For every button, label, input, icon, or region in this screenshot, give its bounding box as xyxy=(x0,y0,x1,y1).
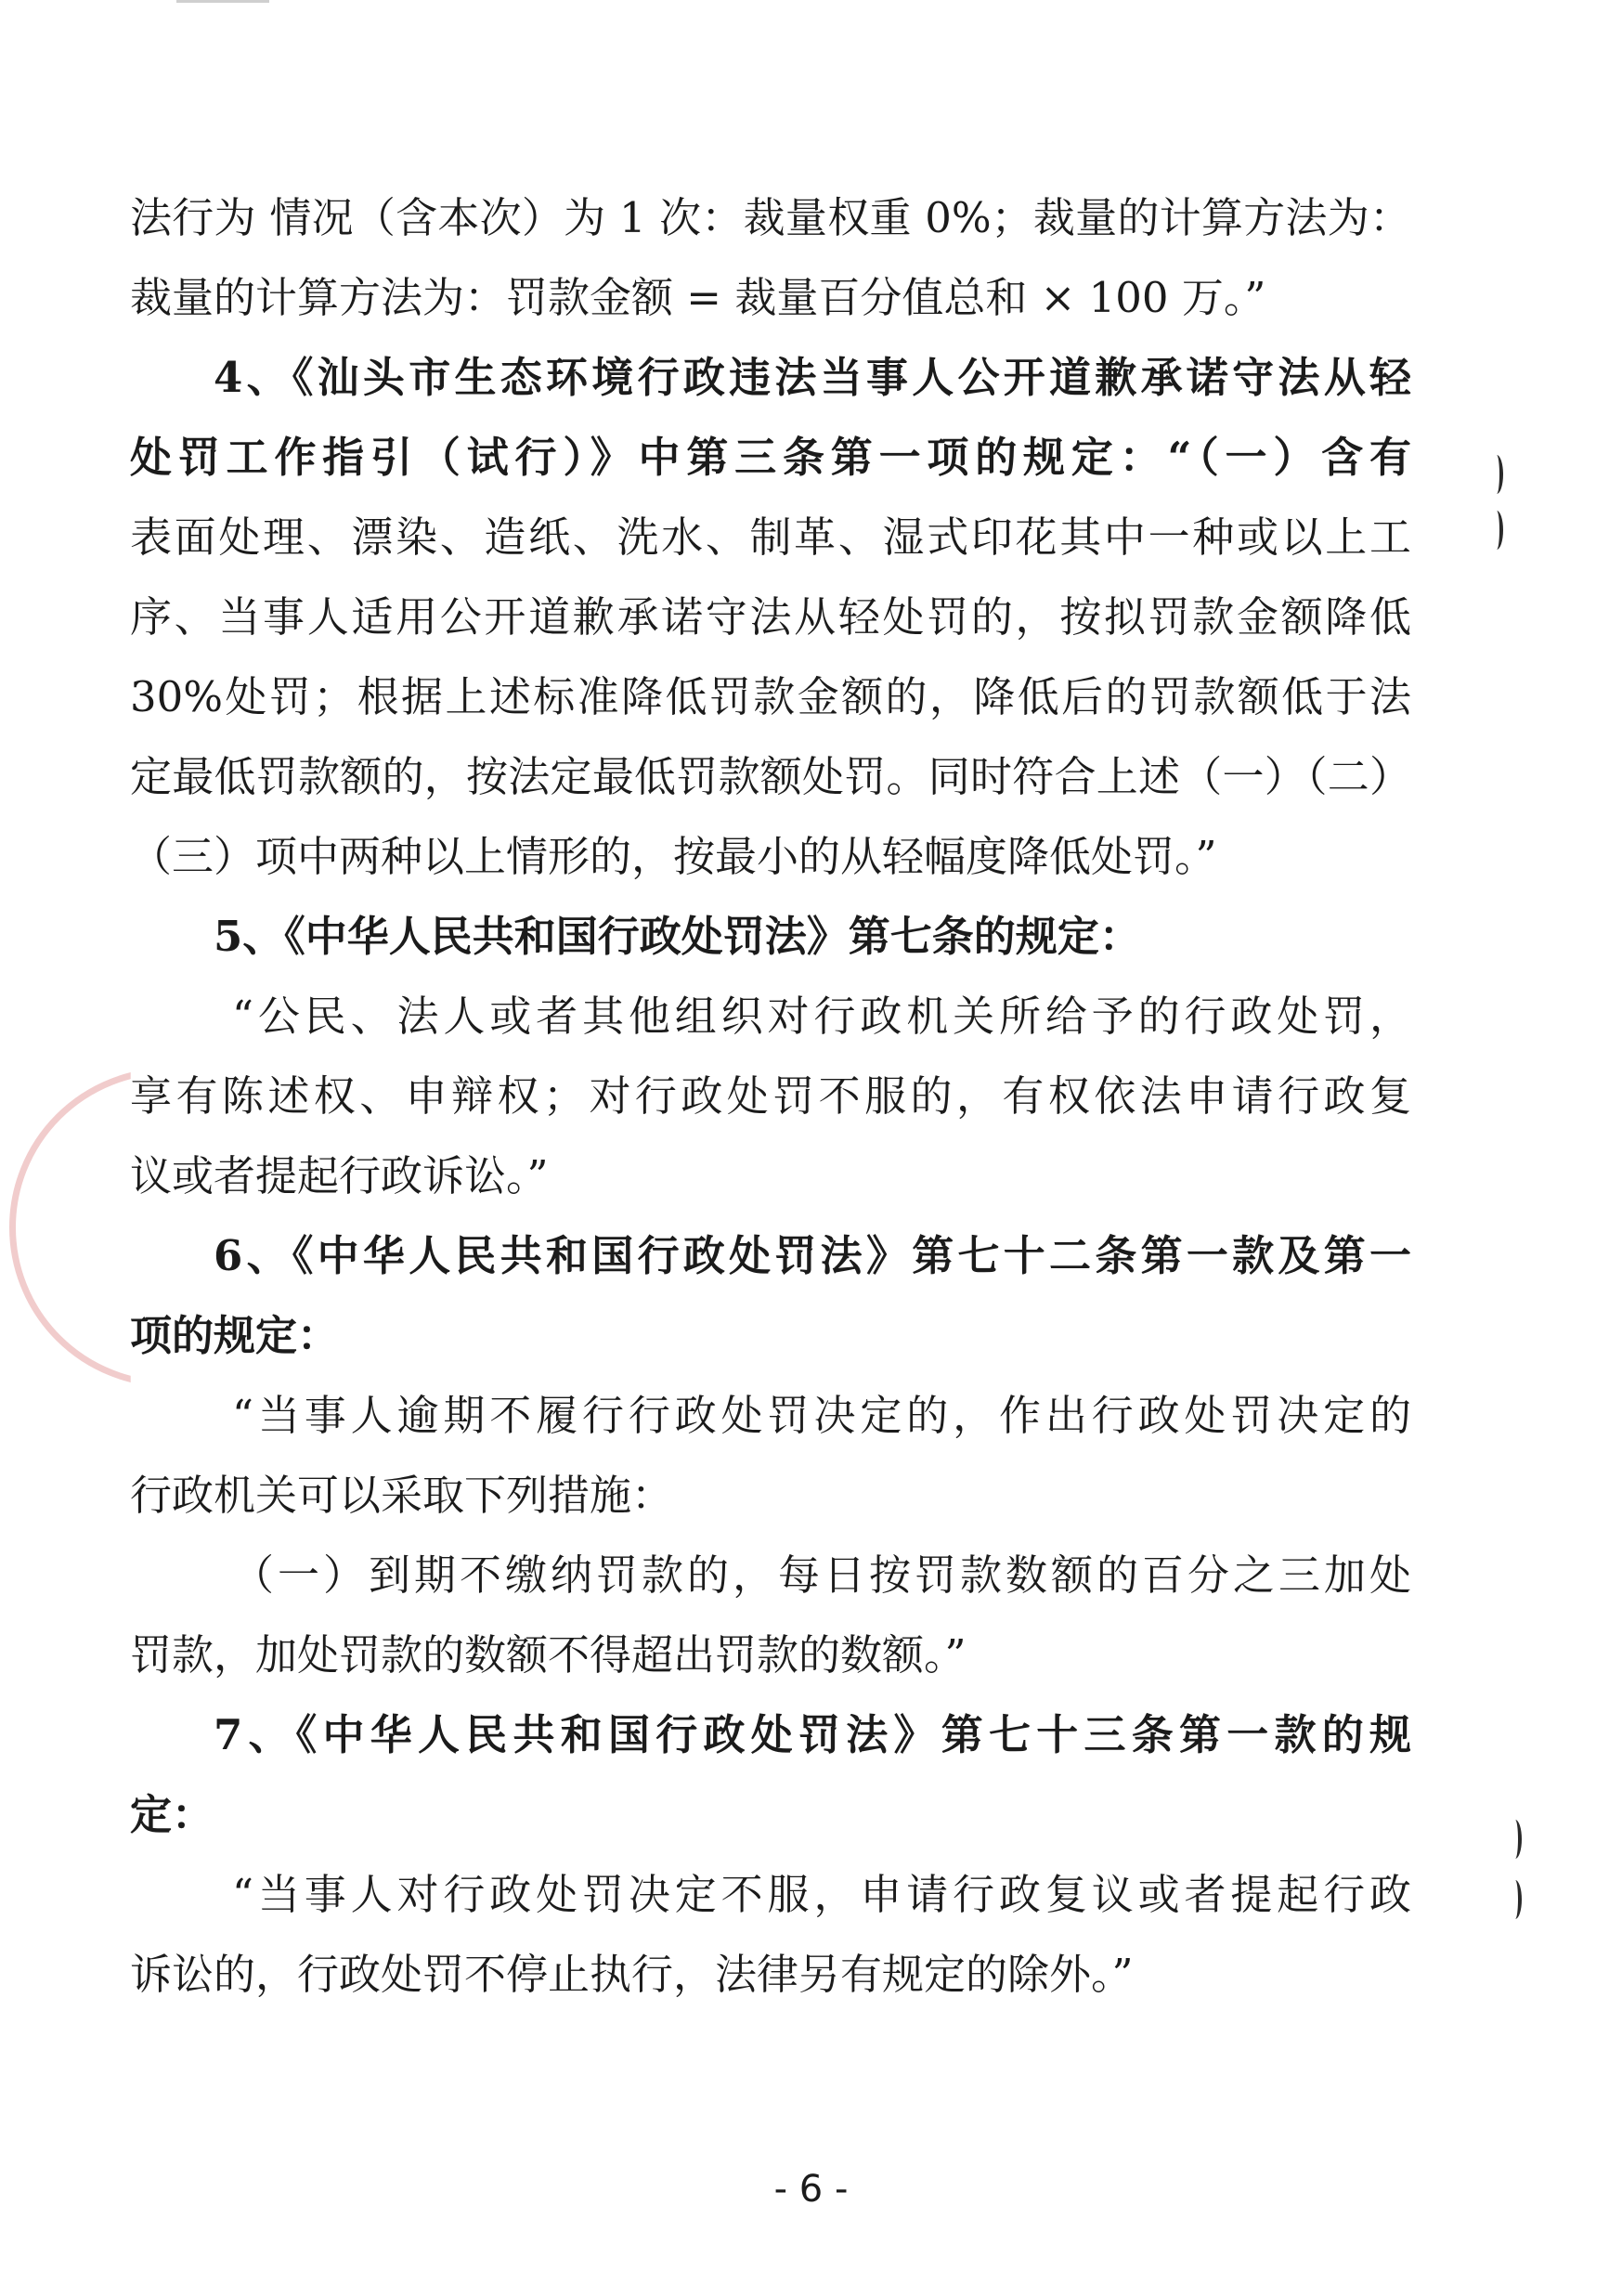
text-line: 处罚工作指引（试行）》中第三条第一项的规定：“（一）含有 xyxy=(130,433,1411,482)
text-line: 法行为 情况（含本次）为 1 次：裁量权重 0%；裁量的计算方法为： xyxy=(130,193,1411,242)
text-line: “公民、法人或者其他组织对行政机关所给予的行政处罚， xyxy=(232,992,1411,1041)
text-line: 行政机关可以采取下列措施： xyxy=(130,1471,674,1520)
text-line: 项的规定： xyxy=(130,1311,340,1360)
law-citation-4: 4、《汕头市生态环境行政违法当事人公开道歉承诺守法从轻 xyxy=(214,353,1411,402)
text-line: 定最低罚款额的，按法定最低罚款额处罚。同时符合上述（一）（二） xyxy=(130,752,1411,801)
text-line: “当事人逾期不履行行政处罚决定的，作出行政处罚决定的 xyxy=(232,1391,1411,1440)
binding-mark-icon xyxy=(1490,455,1503,494)
text-line: “当事人对行政处罚决定不服，申请行政复议或者提起行政 xyxy=(232,1870,1411,1919)
text-line: 30%处罚；根据上述标准降低罚款金额的，降低后的罚款额低于法 xyxy=(130,672,1411,721)
page-number: - 6 - xyxy=(773,2168,849,2211)
binding-mark-icon xyxy=(1509,1820,1522,1859)
text-line: 序、当事人适用公开道歉承诺守法从轻处罚的，按拟罚款金额降低 xyxy=(130,592,1411,642)
binding-mark-icon xyxy=(1509,1880,1522,1919)
text-line: 罚款，加处罚款的数额不得超出罚款的数额。” xyxy=(130,1630,967,1680)
law-citation-5: 5、《中华人民共和国行政处罚法》第七条的规定： xyxy=(214,912,1141,961)
binding-mark-icon xyxy=(1490,511,1503,550)
scan-artifact-top xyxy=(176,0,269,3)
law-citation-6: 6、《中华人民共和国行政处罚法》第七十二条第一款及第一 xyxy=(214,1231,1411,1280)
text-line: 表面处理、漂染、造纸、洗水、制革、湿式印花其中一种或以上工 xyxy=(130,512,1411,562)
law-citation-7: 7、《中华人民共和国行政处罚法》第七十三条第一款的规 xyxy=(214,1710,1411,1759)
text-line: 诉讼的，行政处罚不停止执行，法律另有规定的除外。” xyxy=(130,1950,1134,1999)
text-line: 享有陈述权、申辩权；对行政处罚不服的，有权依法申请行政复 xyxy=(130,1071,1411,1121)
text-line: （三）项中两种以上情形的，按最小的从轻幅度降低处罚。” xyxy=(130,832,1217,881)
text-line: （一）到期不缴纳罚款的，每日按罚款数额的百分之三加处 xyxy=(232,1550,1411,1600)
text-line: 裁量的计算方法为：罚款金额 = 裁量百分值总和 × 100 万。” xyxy=(130,273,1266,322)
text-line: 议或者提起行政诉讼。” xyxy=(130,1151,549,1200)
text-line: 定： xyxy=(130,1790,214,1839)
